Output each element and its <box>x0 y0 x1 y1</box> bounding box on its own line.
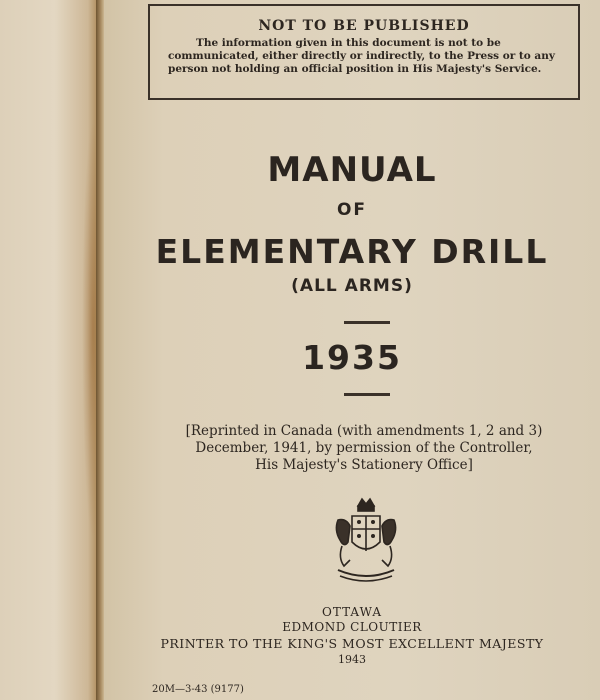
book-gutter <box>96 0 104 700</box>
title-line-manual: MANUAL <box>267 150 437 190</box>
reprint-notice <box>154 423 574 474</box>
title-page <box>104 0 600 700</box>
notice-box <box>148 4 580 100</box>
title-line-elementary-drill: ELEMENTARY DRILL <box>155 232 549 271</box>
imprint-city: OTTAWA <box>322 605 382 619</box>
title-year: 1935 <box>302 338 402 377</box>
imprint-printer-title: PRINTER TO THE KING'S MOST EXCELLENT MAJESTY <box>160 636 544 651</box>
reprint-line-2: December, 1941, by permission of the Controller, <box>195 440 533 456</box>
reprint-line-3: His Majesty's Stationery Office] <box>255 457 473 473</box>
notice-title: NOT TO BE PUBLISHED <box>258 18 470 34</box>
imprint-year: 1943 <box>338 653 366 666</box>
left-page <box>0 0 100 700</box>
notice-text: The information given in this document is not to be communicated, either directly or indirectly, to the Press or to any person not holding an official position in His Majesty's Service. <box>168 37 555 75</box>
imprint-printer-name: EDMOND CLOUTIER <box>282 620 422 634</box>
title-subtitle: (ALL ARMS) <box>291 276 413 296</box>
royal-coat-of-arms-icon <box>330 496 402 588</box>
title-line-of: OF <box>336 200 368 220</box>
divider-rule <box>344 393 390 396</box>
divider-rule <box>344 321 390 324</box>
print-code: 20M—3-43 (9177) <box>152 684 244 695</box>
reprint-line-1: [Reprinted in Canada (with amendments 1, 2 and 3) <box>185 423 543 439</box>
